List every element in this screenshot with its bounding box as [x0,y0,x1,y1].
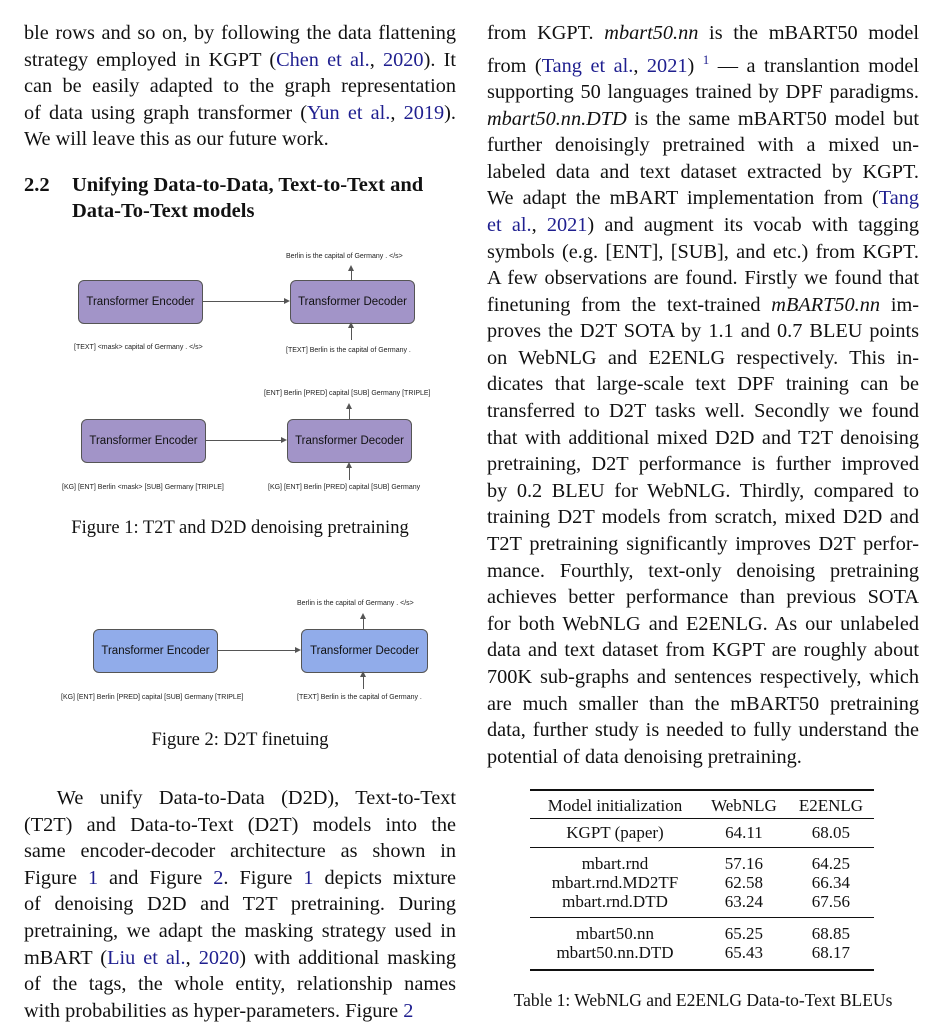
text-line [24,891,456,918]
text-span: ). [444,101,456,124]
right-column [487,20,919,770]
text-span: ). It [423,48,456,71]
table-row [530,917,874,943]
table-cell-e2enlg: 68.85 [811,923,851,943]
text-span: of data using graph transformer ( [24,101,307,124]
citation-link[interactable]: 2020 [198,946,240,969]
text-span: , [531,213,547,236]
text-line [487,106,919,133]
text-span: , [369,48,383,71]
encoder-input-text: [TEXT] <mask> capital of Germany . </s> [74,344,203,351]
text-line [487,451,919,478]
text-span: 700K sub-graphs and sentences respectively, which [487,666,919,689]
text-span: potential of data denoising pretraining. [487,745,802,768]
column-header: WebNLG [711,795,777,815]
text-span: training D2T models from scratch, mixed D2D and [487,506,919,529]
table-cell-model: mbart.rnd.MD2TF [551,872,679,892]
text-span: Figure [24,866,88,889]
citation-link[interactable]: et al. [487,213,532,236]
citation-link[interactable]: Liu et al. [107,946,186,969]
transformer-encoder-box: Transformer Encoder [93,629,218,673]
decoder-output-text: Berlin is the capital of Germany . </s> [297,600,414,607]
text-span: dicates that large-scale text DPF training can be [487,373,919,396]
section-title: Unifying Data-to-Data, Text-to-Text and Data-To-Text models [72,174,424,222]
table-cell-model: KGPT (paper) [566,822,664,842]
text-line [487,637,919,664]
text-line [487,345,919,372]
table-cell-webnlg: 65.43 [724,942,764,962]
text-span: by 0.2 BLEU for WebNLG. Thirdly, compared to [487,479,919,502]
text-line [487,504,919,531]
table-cell-webnlg: 63.24 [724,891,764,911]
text-line [24,865,456,892]
table-cell-e2enlg: 67.56 [811,891,851,911]
decoder-input-text: [TEXT] Berlin is the capital of Germany . [297,694,422,701]
text-span: that with additional mixed D2D and T2T denoising [487,426,919,449]
text-span: of denoising D2D and T2T pretraining. During [24,893,456,916]
table-row [530,873,874,892]
table-cell-webnlg: 64.11 [725,822,763,842]
text-line [487,584,919,611]
text-span: labeled data and text dataset extracted by KGPT. [487,160,919,183]
text-span: is the same mBART50 model but [626,107,919,130]
citation-link[interactable]: Chen et al. [276,48,370,71]
text-span: symbols (e.g. [ENT], [SUB], and etc.) from KGPT. [487,240,919,263]
citation-link[interactable]: 2 [403,999,414,1022]
table-cell-model: mbart50.nn.DTD [556,942,674,962]
transformer-decoder-box: Transformer Decoder [290,280,415,324]
text-span: supporting 50 languages trained by DPF paradigms. [487,80,919,103]
section-number: 2.2 [24,174,50,196]
text-line [487,717,919,744]
text-line [487,212,919,239]
text-span: transferred to D2T tasks well. Secondly we found [487,400,919,423]
table-header-row [530,793,874,818]
table-1-caption: Table 1: WebNLG and E2ENLG Data-to-Text BLEUs [513,990,893,1010]
table-row [530,847,874,873]
table-cell-model: mbart50.nn [576,923,654,943]
text-span: data, further study is needed to fully understand the [487,719,919,742]
text-span: from KGPT. [487,22,605,44]
text-span: , [633,54,647,77]
text-line [24,918,456,945]
text-span: from ( [487,54,542,77]
text-span: , [185,946,199,969]
table-cell-e2enlg: 68.17 [811,942,851,962]
text-span: on WebNLG and E2ENLG respectively. This in- [487,346,919,369]
text-span: ) [687,54,703,77]
text-line [24,838,456,865]
text-line [487,47,919,79]
results-table [530,793,874,968]
transformer-encoder-box: Transformer Encoder [78,280,203,324]
text-line [24,971,456,998]
citation-link[interactable]: 2021 [646,54,688,77]
encoder-input-text: [KG] [ENT] Berlin [PRED] capital [SUB] Germany [TRIPLE] [61,694,244,701]
text-line [487,558,919,585]
figure-2-caption: Figure 2: D2T finetuing [151,730,329,750]
text-span: We will leave this as our future work. [24,128,329,151]
text-span: , [390,101,404,124]
table-cell-e2enlg: 68.05 [811,822,851,842]
text-line [487,132,919,159]
text-line [487,478,919,505]
table-bottom-rule [530,969,874,971]
encoder-decoder-arrow-line [217,650,295,651]
table-cell-webnlg: 65.25 [724,923,764,943]
text-span: T2T pretraining significantly improves D2T perfor- [487,533,919,556]
arrow-up-line [363,618,364,629]
arrow-up-line [363,675,364,689]
text-span: data and text dataset from KGPT are roughly about [487,639,919,662]
citation-link[interactable]: Tang et al. [541,54,634,77]
text-line [487,611,919,638]
text-line [487,531,919,558]
text-span: of the tags, the whole entity, relationship names [24,973,456,996]
text-span: im- [880,293,920,316]
table-cell-e2enlg: 66.34 [811,872,851,892]
citation-link[interactable]: Yun et al. [307,101,391,124]
left-column-bottom [24,785,456,1024]
arrow-up-icon [360,671,366,677]
citation-link[interactable]: 2019 [403,101,445,124]
text-span: ) and augment its vocab with tagging [587,213,919,236]
text-line [487,398,919,425]
text-span: further denoisingly pretrained with a mixed un- [487,134,919,157]
text-line [487,744,919,771]
transformer-decoder-box: Transformer Decoder [301,629,428,673]
text-span: mbart50.nn.DTD [487,107,627,130]
text-span: . Figure [223,866,304,889]
table-cell-webnlg: 57.16 [724,853,764,873]
column-header: E2ENLG [798,795,864,815]
text-line [487,425,919,452]
citation-link[interactable]: 2020 [383,48,424,71]
citation-link[interactable]: 1 [87,866,99,889]
citation-link[interactable]: 2 [213,866,224,889]
text-span: can be easily adapted to the graph representation [24,75,456,98]
table-cell-webnlg: 62.58 [724,872,764,892]
transformer-decoder-box: Transformer Decoder [287,419,412,463]
table-row [530,943,874,968]
footnote-link[interactable]: 1 [702,51,710,67]
text-line [487,159,919,186]
text-span: depicts mixture [313,866,456,889]
text-span: with probabilities as hyper-parameters. Figure [24,999,404,1022]
text-span: strategy employed in KGPT ( [24,48,277,71]
decoder-output-text: [ENT] Berlin [PRED] capital [SUB] Germany [TRIPLE] [264,390,431,397]
decoder-input-text: [KG] [ENT] Berlin [PRED] capital [SUB] Germany [268,484,421,491]
text-span: ) with additional masking [239,946,456,969]
transformer-encoder-box: Transformer Encoder [81,419,206,463]
text-line [487,318,919,345]
text-span: We unify Data-to-Data (D2D), Text-to-Text [24,787,456,809]
text-span: proves the D2T SOTA by 1.1 and 0.7 BLEU points [487,320,919,343]
text-span: finetuning from the text-trained [487,293,772,316]
column-header: Model initialization [547,795,683,815]
text-line [487,292,919,319]
text-line [487,664,919,691]
table-cell-model: mbart.rnd.DTD [562,891,668,911]
text-line [487,185,919,212]
text-span: — a translantion model [709,54,920,77]
text-line [487,79,919,106]
citation-link[interactable]: 1 [303,866,314,889]
decoder-input-text: [TEXT] Berlin is the capital of Germany . [286,347,411,354]
text-span: and Figure [98,866,214,889]
text-line [487,265,919,292]
table-top-rule [530,789,874,791]
text-span: achieves better performance than previous SOTA [487,586,919,609]
text-line [24,812,456,839]
text-line [487,20,919,47]
text-span: are much smaller than the mBART50 pretraining [487,692,919,715]
citation-link[interactable]: Tang [878,187,919,210]
paragraph-unify-models [24,785,456,1024]
text-line [487,371,919,398]
text-span: for both WebNLG and E2ENLG. As our unlabeled [487,612,919,635]
text-span: mbart50.nn [604,22,699,44]
text-span: is the mBART50 model [698,22,919,44]
table-row [530,892,874,918]
text-span: We adapt the mBART implementation from ( [487,187,879,210]
table-row [530,818,874,847]
citation-link[interactable]: 2021 [546,213,588,236]
paragraph-model-observations [487,20,919,770]
text-span: same encoder-decoder architecture as shown in [24,840,456,863]
text-span: ble rows and so on, by following the data flattening [24,22,456,44]
text-span: pretraining, we adapt the masking strategy used in [24,919,456,942]
text-span: pretraining, D2T performance is further improved [487,453,919,476]
figure-2 [0,0,460,710]
text-span: mance. Fourthly, text-only denoising pretraining [487,559,919,582]
decoder-output-text: Berlin is the capital of Germany . </s> [286,253,403,260]
encoder-input-text: [KG] [ENT] Berlin <mask> [SUB] Germany [TRIPLE] [62,484,224,491]
text-line [487,239,919,266]
figure-1-caption: Figure 1: T2T and D2D denoising pretraining [71,518,409,538]
table-cell-model: mbart.rnd [581,853,649,873]
text-line [487,691,919,718]
text-line [24,785,456,812]
text-line [24,998,456,1024]
table-cell-e2enlg: 64.25 [811,853,851,873]
text-span: mBART50.nn [771,293,881,316]
arrow-up-icon [360,613,366,619]
text-span: mBART ( [24,946,108,969]
text-span: (T2T) and Data-to-Text (D2T) models into the [24,813,456,836]
text-line [24,945,456,972]
text-span: A few observations are found. Firstly we found that [487,267,919,290]
